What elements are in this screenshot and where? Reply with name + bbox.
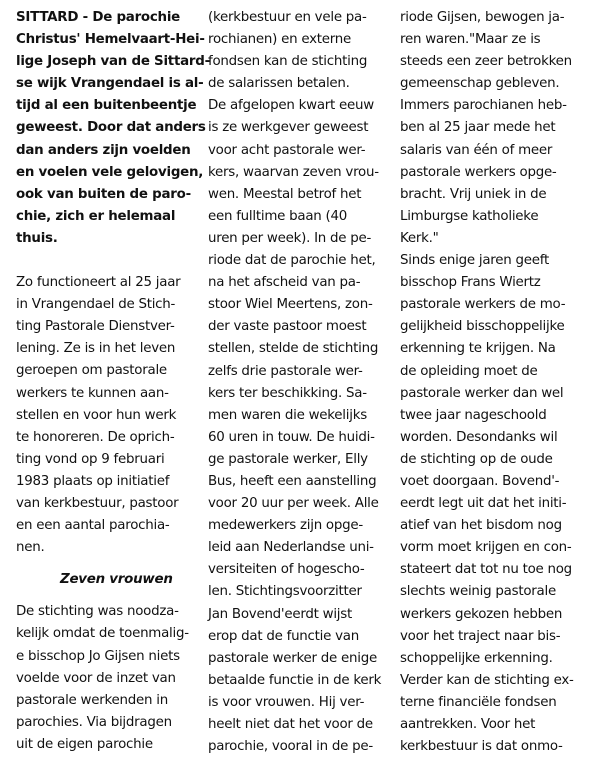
- text-line: riode Gijsen, bewogen ja-: [400, 10, 565, 25]
- text-line: Limburgse katholieke: [400, 208, 539, 224]
- text-line: pastorale werkers de mo-: [400, 297, 566, 313]
- text-line: slechts weinig pastorale: [400, 584, 556, 600]
- text-line: versiteiten of hogescho-: [208, 562, 365, 578]
- text-line: leid aan Nederlandse uni-: [208, 540, 374, 556]
- text-line: stellen, stelde de stichting: [208, 341, 379, 357]
- text-line: parochies. Via bijdragen: [16, 714, 172, 730]
- text-line: voet doorgaan. Bovend'-: [400, 473, 560, 489]
- text-line: pastorale werker de enige: [208, 650, 377, 666]
- text-line: rochianen) en externe: [208, 32, 352, 48]
- text-line: len. Stichtingsvoorzitter: [208, 584, 362, 600]
- text-line: steeds een zeer betrokken: [400, 54, 572, 70]
- text-line: in Vrangendael de Stich-: [16, 297, 176, 313]
- column-3: [400, 7, 590, 758]
- text-line: geroepen om pastorale: [16, 363, 167, 379]
- lead-line: thuis.: [16, 230, 58, 246]
- text-line: atief van het bisdom nog: [400, 518, 562, 534]
- lead-line: chie, zich er helemaal: [16, 208, 176, 224]
- lead-line: se wijk Vrangendael is al-: [16, 76, 204, 92]
- text-line: voelde voor de inzet van: [16, 670, 176, 686]
- text-line: uren per week). In de pe-: [208, 230, 372, 246]
- text-line: voor acht pastorale wer-: [208, 142, 366, 158]
- text-line: is voor vrouwen. Hij ver-: [208, 694, 365, 710]
- lead-line: dan anders zijn voelden: [16, 142, 191, 158]
- text-line: lening. Ze is in het leven: [16, 341, 176, 357]
- text-line: stateert dat tot nu toe nog: [400, 562, 572, 578]
- text-line: De afgelopen kwart eeuw: [208, 98, 374, 114]
- text-line: worden. Desondanks wil: [400, 429, 558, 445]
- text-line: heelt niet dat het voor de: [208, 717, 373, 732]
- text-line: uit de eigen parochie: [16, 736, 153, 752]
- text-line: aantrekken. Voor het: [400, 717, 536, 732]
- text-line: De stichting was noodza-: [16, 604, 179, 620]
- text-line: zelfs drie pastorale wer-: [208, 363, 363, 379]
- body-paragraph: [16, 601, 196, 756]
- text-line: en een aantal parochia-: [16, 518, 170, 534]
- text-line: werkers gekozen hebben: [400, 606, 563, 622]
- text-line: de salarissen betalen.: [208, 76, 350, 92]
- text-line: de stichting op de oude: [400, 451, 553, 467]
- text-line: schoppelijke erkenning.: [400, 650, 553, 666]
- text-line: Sinds enige jaren geeft: [400, 253, 549, 269]
- text-line: parochie, vooral in de pe-: [208, 739, 373, 755]
- text-line: kerkbestuur is dat onmo-: [400, 739, 563, 755]
- text-line: kers, waarvan zeven vrou-: [208, 164, 379, 180]
- lead-line: ook van buiten de paro-: [16, 186, 191, 202]
- text-line: pastorale werkenden in: [16, 692, 168, 708]
- column-1: [16, 7, 210, 756]
- text-line: e bisschop Jo Gijsen niets: [16, 648, 180, 664]
- text-line: fondsen kan de stichting: [208, 54, 368, 70]
- text-line: gelijkheid bisschoppelijke: [400, 319, 565, 335]
- text-line: stoor Wiel Meertens, zon-: [208, 297, 373, 313]
- text-line: twee jaar nageschoold: [400, 407, 547, 423]
- lead-line: SITTARD - De parochie: [16, 10, 181, 25]
- text-line: pastorale werker dan wel: [400, 385, 564, 401]
- lead-line: geweest. Door dat anders: [16, 120, 206, 136]
- text-line: ge pastorale werker, Elly: [208, 451, 368, 467]
- text-line: erkenning te krijgen. Na: [400, 341, 556, 357]
- lead-paragraph: [16, 7, 210, 250]
- text-line: Jan Bovend'eerdt wijst: [208, 606, 352, 622]
- text-line: ben al 25 jaar mede het: [400, 120, 556, 136]
- lead-line: Christus' Hemelvaart-Hei-: [16, 32, 205, 48]
- text-line: Verder kan de stichting ex-: [400, 672, 574, 688]
- text-line: betaalde functie in de kerk: [208, 672, 382, 688]
- text-line: is ze werkgever geweest: [208, 120, 369, 136]
- text-line: voor het traject naar bis-: [400, 628, 561, 644]
- text-line: de opleiding moet de: [400, 363, 538, 379]
- text-line: kers ter beschikking. Sa-: [208, 385, 367, 401]
- body-paragraph: [16, 272, 196, 559]
- text-line: gemeenschap gebleven.: [400, 76, 560, 92]
- text-line: 1983 plaats op initiatief: [16, 473, 170, 489]
- text-line: vorm moet krijgen en con-: [400, 540, 572, 556]
- text-line: wen. Meestal betrof het: [208, 186, 362, 202]
- lead-line: lige Joseph van de Sittard-: [16, 54, 210, 70]
- text-line: bracht. Vrij uniek in de: [400, 186, 547, 202]
- text-line: Immers parochianen heb-: [400, 98, 567, 114]
- lead-line: tijd al een buitenbeentje: [16, 98, 197, 114]
- text-line: kelijk omdat de toenmalig-: [16, 626, 189, 642]
- text-line: een fulltime baan (40: [208, 208, 348, 224]
- text-line: eerdt legt uit dat het initi-: [400, 496, 567, 512]
- text-line: riode dat de parochie het,: [208, 253, 376, 269]
- text-line: der vaste pastoor moest: [208, 319, 367, 335]
- text-line: na het afscheid van pa-: [208, 275, 361, 291]
- text-line: ren waren."Maar ze is: [400, 32, 541, 48]
- text-line: Bus, heeft een aanstelling: [208, 473, 377, 489]
- text-line: 60 uren in touw. De huidi-: [208, 429, 375, 445]
- text-line: stellen en voor hun werk: [16, 407, 177, 423]
- text-line: erop dat de functie van: [208, 628, 359, 644]
- text-line: pastorale werkers opge-: [400, 164, 557, 180]
- text-line: medewerkers zijn opge-: [208, 518, 363, 534]
- text-line: Zo functioneert al 25 jaar: [16, 275, 181, 291]
- text-line: salaris van één of meer: [400, 142, 553, 158]
- text-line: werkers te kunnen aan-: [16, 385, 169, 401]
- text-line: Kerk.": [400, 230, 439, 246]
- subheading: Zeven vrouwen: [60, 572, 173, 588]
- column-2: [208, 7, 394, 758]
- text-line: van kerkbestuur, pastoor: [16, 495, 179, 511]
- lead-line: en voelen vele gelovigen,: [16, 164, 204, 180]
- text-line: te honoreren. De oprich-: [16, 429, 175, 445]
- text-line: nen.: [16, 540, 45, 556]
- text-line: ting vond op 9 februari: [16, 451, 165, 467]
- text-line: men waren die wekelijks: [208, 407, 367, 423]
- text-line: terne financiële fondsen: [400, 694, 557, 710]
- text-line: bisschop Frans Wiertz: [400, 275, 541, 291]
- text-line: (kerkbestuur en vele pa-: [208, 10, 367, 25]
- text-line: voor 20 uur per week. Alle: [208, 496, 379, 512]
- text-line: ting Pastorale Dienstver-: [16, 319, 175, 335]
